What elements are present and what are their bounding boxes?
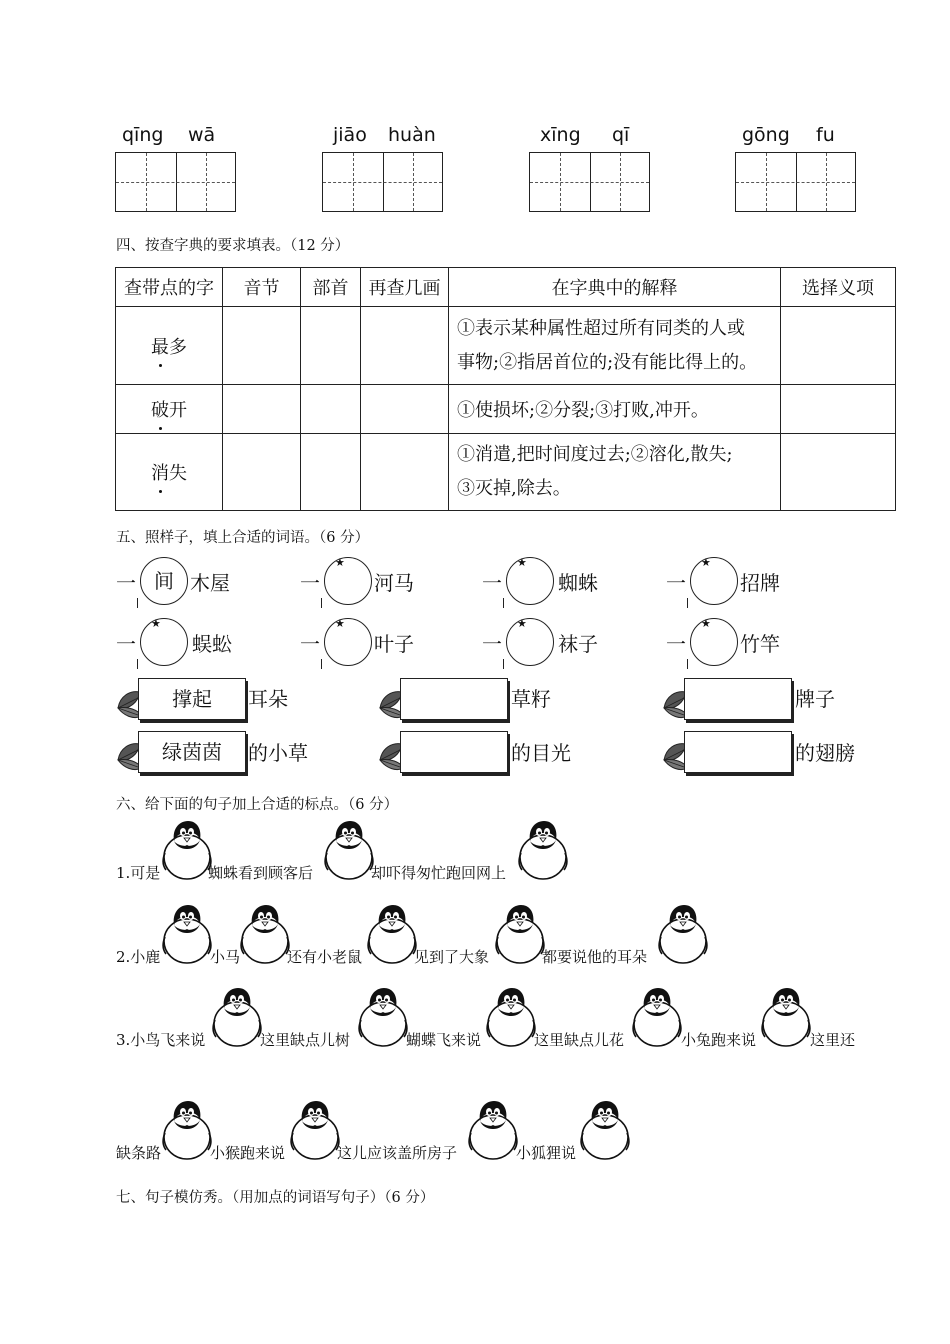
pinyin-text: gōng (742, 124, 790, 146)
word-box[interactable]: 绿茵茵 (138, 731, 246, 773)
dotted-char: 消 (151, 463, 169, 484)
explanation-cell (449, 385, 781, 434)
sentence-part: 小马 (210, 948, 241, 966)
noun-text: 蜈蚣 (192, 632, 232, 656)
dotted-char: 最 (151, 336, 169, 358)
yi-char: 一 (482, 571, 502, 595)
pinyin-text: fu (816, 124, 835, 146)
sentence-part: 见到了大象 (414, 948, 490, 966)
penguin-icon[interactable] (162, 820, 212, 880)
radical-cell[interactable] (301, 307, 361, 385)
word-box[interactable] (684, 678, 792, 720)
sentence-part: 小猴跑来说 (210, 1144, 286, 1162)
noun-text: 袜子 (558, 632, 598, 656)
word-cell (116, 307, 223, 385)
yi-char: 一 (116, 632, 136, 656)
star-icon: ★ (151, 617, 161, 630)
sentence-part: 小狐狸说 (516, 1144, 577, 1162)
sentence-part: 小兔跑来说 (681, 1031, 757, 1049)
yi-char: 一 (300, 571, 320, 595)
penguin-icon[interactable] (632, 987, 682, 1047)
box-suffix: 的翅膀 (795, 741, 855, 765)
sentence-part: 缺条路 (116, 1144, 162, 1162)
section4-title: 四、按查字典的要求填表。（12 分） (116, 238, 350, 254)
table-header: 选择义项 (781, 268, 896, 307)
box-suffix: 的小草 (248, 741, 308, 765)
measure-word-circle[interactable] (324, 618, 372, 666)
explanation-line: ①消遣,把时间度过去;②溶化,散失; (457, 444, 733, 465)
star-icon: ★ (517, 617, 527, 630)
pinyin-text: wā (188, 124, 216, 146)
word-box[interactable] (400, 731, 508, 773)
strokes-cell[interactable] (361, 434, 449, 511)
box-suffix: 牌子 (795, 687, 835, 711)
pinyin-text: qīng (122, 124, 164, 146)
star-icon: ★ (517, 556, 527, 569)
star-icon: ★ (701, 556, 711, 569)
sentence-part: 蝴蝶飞来说 (406, 1031, 482, 1049)
choice-cell[interactable] (781, 434, 896, 511)
measure-word-circle[interactable] (506, 557, 554, 605)
explanation-cell (449, 434, 781, 511)
penguin-icon[interactable] (761, 987, 811, 1047)
penguin-icon[interactable] (324, 820, 374, 880)
penguin-icon[interactable] (162, 904, 212, 964)
word-box[interactable] (684, 731, 792, 773)
penguin-icon[interactable] (290, 1100, 340, 1160)
dictionary-table (115, 267, 896, 511)
word-box[interactable]: 撑起 (138, 678, 246, 720)
noun-text: 木屋 (190, 571, 230, 595)
explanation-line: ①使损坏;②分裂;③打败,冲开。 (457, 400, 709, 421)
yi-char: 一 (116, 571, 136, 595)
penguin-icon[interactable] (518, 820, 568, 880)
writing-grid[interactable] (735, 152, 856, 212)
pinyin-text: jiāo (333, 124, 367, 146)
penguin-icon[interactable] (468, 1100, 518, 1160)
penguin-icon[interactable] (495, 904, 545, 964)
sentence-part: 都要说他的耳朵 (542, 948, 648, 966)
star-icon: ★ (701, 617, 711, 630)
pinyin-text: qī (612, 124, 630, 146)
word-rest: 开 (169, 400, 187, 421)
measure-word-circle[interactable] (690, 557, 738, 605)
word-rest: 多 (169, 336, 187, 358)
strokes-cell[interactable] (361, 307, 449, 385)
penguin-icon[interactable] (486, 987, 536, 1047)
sentence-part: 3.小鸟飞来说 (116, 1031, 206, 1049)
measure-word-circle[interactable] (324, 557, 372, 605)
penguin-icon[interactable] (358, 987, 408, 1047)
table-header: 再查几画 (361, 268, 449, 307)
sentence-part: 这里缺点儿树 (260, 1031, 351, 1049)
sentence-part: 还有小老鼠 (287, 948, 363, 966)
pinyin-text: huàn (388, 124, 436, 146)
table-header: 查带点的字 (116, 268, 223, 307)
measure-word-circle[interactable] (506, 618, 554, 666)
section5-title: 五、照样子，填上合适的词语。（6 分） (116, 530, 370, 546)
table-header: 在字典中的解释 (449, 268, 781, 307)
dotted-char: 破 (151, 400, 169, 421)
penguin-icon[interactable] (240, 904, 290, 964)
noun-text: 蜘蛛 (558, 571, 598, 595)
choice-cell[interactable] (781, 385, 896, 434)
table-header: 音节 (223, 268, 301, 307)
writing-grid[interactable] (322, 152, 443, 212)
choice-cell[interactable] (781, 307, 896, 385)
penguin-icon[interactable] (658, 904, 708, 964)
box-suffix: 的目光 (511, 741, 571, 765)
explanation-line: ①表示某种属性超过所有同类的人或 (457, 317, 745, 339)
word-cell (116, 385, 223, 434)
noun-text: 河马 (374, 571, 414, 595)
explanation-cell (449, 307, 781, 385)
explanation-line: ③灭掉,除去。 (457, 478, 571, 499)
star-icon: ★ (335, 556, 345, 569)
noun-text: 叶子 (374, 632, 414, 656)
table-row (116, 434, 896, 511)
table-header: 部首 (301, 268, 361, 307)
table-row (116, 307, 896, 385)
yi-char: 一 (666, 632, 686, 656)
pinyin-text: xīng (540, 124, 581, 146)
word-box[interactable] (400, 678, 508, 720)
sentence-part: 这里还 (810, 1031, 856, 1049)
syllable-cell[interactable] (223, 307, 301, 385)
noun-text: 竹竿 (740, 632, 780, 656)
radical-cell[interactable] (301, 385, 361, 434)
sentence-part: 这里缺点儿花 (534, 1031, 625, 1049)
yi-char: 一 (482, 632, 502, 656)
measure-word-circle[interactable]: 间 (140, 557, 188, 605)
penguin-icon[interactable] (162, 1100, 212, 1160)
section7-title: 七、句子模仿秀。（用加点的词语写句子）（6 分） (116, 1190, 435, 1206)
sentence-part: 却吓得匆忙跑回网上 (371, 864, 507, 882)
section6-title: 六、给下面的句子加上合适的标点。（6 分） (116, 797, 399, 813)
writing-grid[interactable] (115, 152, 236, 212)
penguin-icon[interactable] (580, 1100, 630, 1160)
word-cell (116, 434, 223, 511)
box-suffix: 草籽 (511, 687, 551, 711)
yi-char: 一 (300, 632, 320, 656)
box-suffix: 耳朵 (248, 687, 288, 711)
sentence-part: 1.可是 (116, 864, 161, 882)
word-rest: 失 (169, 463, 187, 484)
strokes-cell[interactable] (361, 385, 449, 434)
sentence-part: 2.小鹿 (116, 948, 161, 966)
star-icon: ★ (335, 617, 345, 630)
syllable-cell[interactable] (223, 434, 301, 511)
measure-word-circle[interactable] (690, 618, 738, 666)
yi-char: 一 (666, 571, 686, 595)
radical-cell[interactable] (301, 434, 361, 511)
sentence-part: 蜘蛛看到顾客后 (208, 864, 314, 882)
writing-grid[interactable] (529, 152, 650, 212)
penguin-icon[interactable] (367, 904, 417, 964)
table-row (116, 385, 896, 434)
syllable-cell[interactable] (223, 385, 301, 434)
noun-text: 招牌 (740, 571, 780, 595)
measure-word-circle[interactable] (140, 618, 188, 666)
sentence-part: 这儿应该盖所房子 (337, 1144, 458, 1162)
explanation-line: 事物;②指居首位的;没有能比得上的。 (457, 351, 758, 373)
penguin-icon[interactable] (212, 987, 262, 1047)
